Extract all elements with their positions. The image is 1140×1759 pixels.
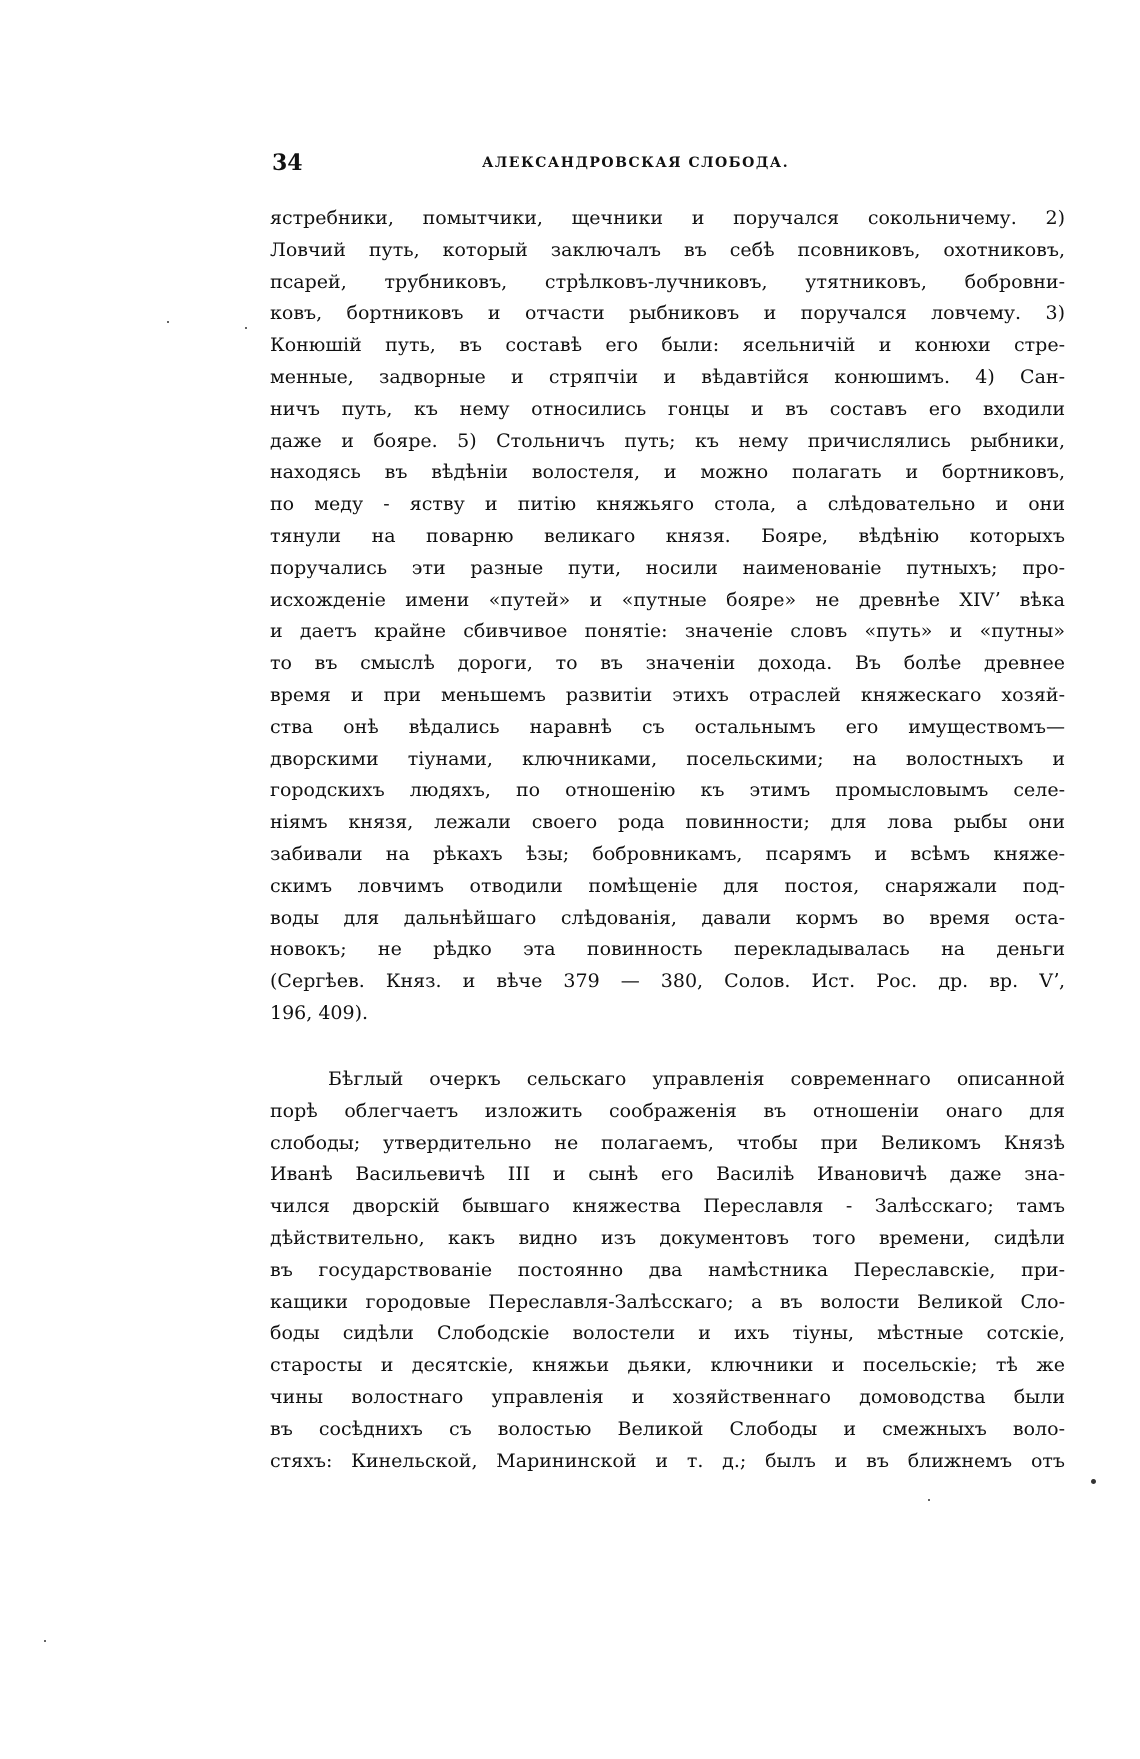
text-line: новокъ; не рѣдко эта повинность перекладывалась на деньги — [270, 938, 1065, 961]
text-line: ничъ путь, къ нему относились гонцы и въ составъ его входили — [270, 397, 1065, 420]
scan-speck — [167, 321, 169, 323]
text-line: (Сергѣев. Княз. и вѣче 379 — 380, Солов. Ист. Рос. др. вр. Vʼ, — [270, 970, 1065, 993]
text-line: по меду - яству и питію княжьяго стола, а слѣдовательно и они — [270, 493, 1065, 516]
text-line: забивали на рѣкахъ ѣзы; бобровникамъ, псарямъ и всѣмъ княже- — [270, 842, 1065, 865]
text-line: скимъ ловчимъ отводили помѣщеніе для постоя, снаряжали под- — [270, 874, 1065, 897]
scan-speck — [44, 1640, 46, 1642]
text-line: городскихъ людяхъ, по отношенію къ этимъ промысловымъ селе- — [270, 779, 1065, 802]
text-line: исхожденіе имени «путей» и «путные бояре» не древнѣе XIVʼ вѣка — [270, 588, 1065, 611]
text-line: Конюшій путь, въ составѣ его были: ясельничій и конюхи стре- — [270, 334, 1065, 357]
text-line: ніямъ князя, лежали своего рода повинности; для лова рыбы они — [270, 811, 1065, 834]
text-line: 196, 409). — [270, 1001, 369, 1024]
running-head — [272, 150, 1062, 180]
text-line: ства онѣ вѣдались наравнѣ съ остальнымъ его имуществомъ— — [270, 715, 1065, 738]
text-line: кащики городовые Переславля-Залѣсскаго; а въ волости Великой Сло- — [270, 1290, 1065, 1313]
text-line: Бѣглый очеркъ сельскаго управленія современнаго описанной — [328, 1068, 1065, 1090]
text-line: поручались эти разные пути, носили наименованіе путныхъ; про- — [270, 556, 1065, 579]
text-line: время и при меньшемъ развитіи этихъ отраслей княжескаго хозяй- — [270, 683, 1065, 706]
text-line: дѣйствительно, какъ видно изъ документовъ того времени, сидѣли — [270, 1226, 1065, 1249]
scan-speck — [245, 327, 247, 329]
text-line: Ловчий путь, который заключалъ въ себѣ псовниковъ, охотниковъ, — [270, 238, 1065, 261]
paragraph-2 — [270, 1064, 1065, 1477]
text-line: старосты и десятскіе, княжьи дьяки, ключники и посельскіе; тѣ же — [270, 1354, 1065, 1377]
paragraph-1 — [270, 203, 1065, 1030]
text-line: даже и бояре. 5) Стольничъ путь; къ нему причислялись рыбники, — [270, 429, 1065, 452]
text-line: и даетъ крайне сбивчивое понятіе: значеніе словъ «путь» и «путны» — [270, 620, 1065, 643]
text-line: въ государствованіе постоянно два намѣстника Переславскіе, при- — [270, 1258, 1065, 1281]
text-line: Иванѣ Васильевичѣ III и сынѣ его Василіѣ Ивановичѣ даже зна- — [270, 1163, 1065, 1186]
scan-speck — [1091, 1479, 1096, 1484]
scan-speck — [928, 1499, 930, 1501]
running-title: АЛЕКСАНДРОВСКАЯ СЛОБОДА. — [482, 155, 790, 171]
text-line: тянули на поварню великаго князя. Бояре, вѣдѣнію которыхъ — [270, 524, 1065, 547]
text-line: менные, задворные и стряпчіи и вѣдавтійся конюшимъ. 4) Сан- — [270, 365, 1065, 388]
text-line: боды сидѣли Слободскіе волостели и ихъ тіуны, мѣстные сотскіе, — [270, 1322, 1065, 1345]
text-line: ковъ, бортниковъ и отчасти рыбниковъ и поручался ловчему. 3) — [270, 302, 1065, 325]
text-line: псарей, трубниковъ, стрѣлковъ-лучниковъ, утятниковъ, бобровни- — [270, 270, 1065, 293]
text-line: находясь въ вѣдѣніи волостеля, и можно полагать и бортниковъ, — [270, 461, 1065, 484]
text-line: чины волостнаго управленія и хозяйственнаго домоводства были — [270, 1385, 1065, 1408]
text-line: стяхъ: Кинельской, Марининской и т. д.; былъ и въ ближнемъ отъ — [270, 1449, 1065, 1472]
text-line: воды для дальнѣйшаго слѣдованія, давали кормъ во время оста- — [270, 906, 1065, 929]
text-line: ястребники, помытчики, щечники и поручался сокольничему. 2) — [270, 207, 1065, 229]
text-line: въ сосѣднихъ съ волостью Великой Слободы и смежныхъ воло- — [270, 1417, 1065, 1440]
text-line: дворскими тіунами, ключниками, посельскими; на волостныхъ и — [270, 747, 1065, 770]
text-line: порѣ облегчаетъ изложить соображенія въ отношеніи онаго для — [270, 1099, 1065, 1122]
text-line: то въ смыслѣ дороги, то въ значеніи дохода. Въ болѣе древнее — [270, 652, 1065, 675]
text-line: чился дворскій бывшаго княжества Переславля - Залѣсскаго; тамъ — [270, 1195, 1065, 1218]
text-line: слободы; утвердительно не полагаемъ, чтобы при Великомъ Князѣ — [270, 1131, 1065, 1154]
page-number: 34 — [272, 150, 303, 176]
